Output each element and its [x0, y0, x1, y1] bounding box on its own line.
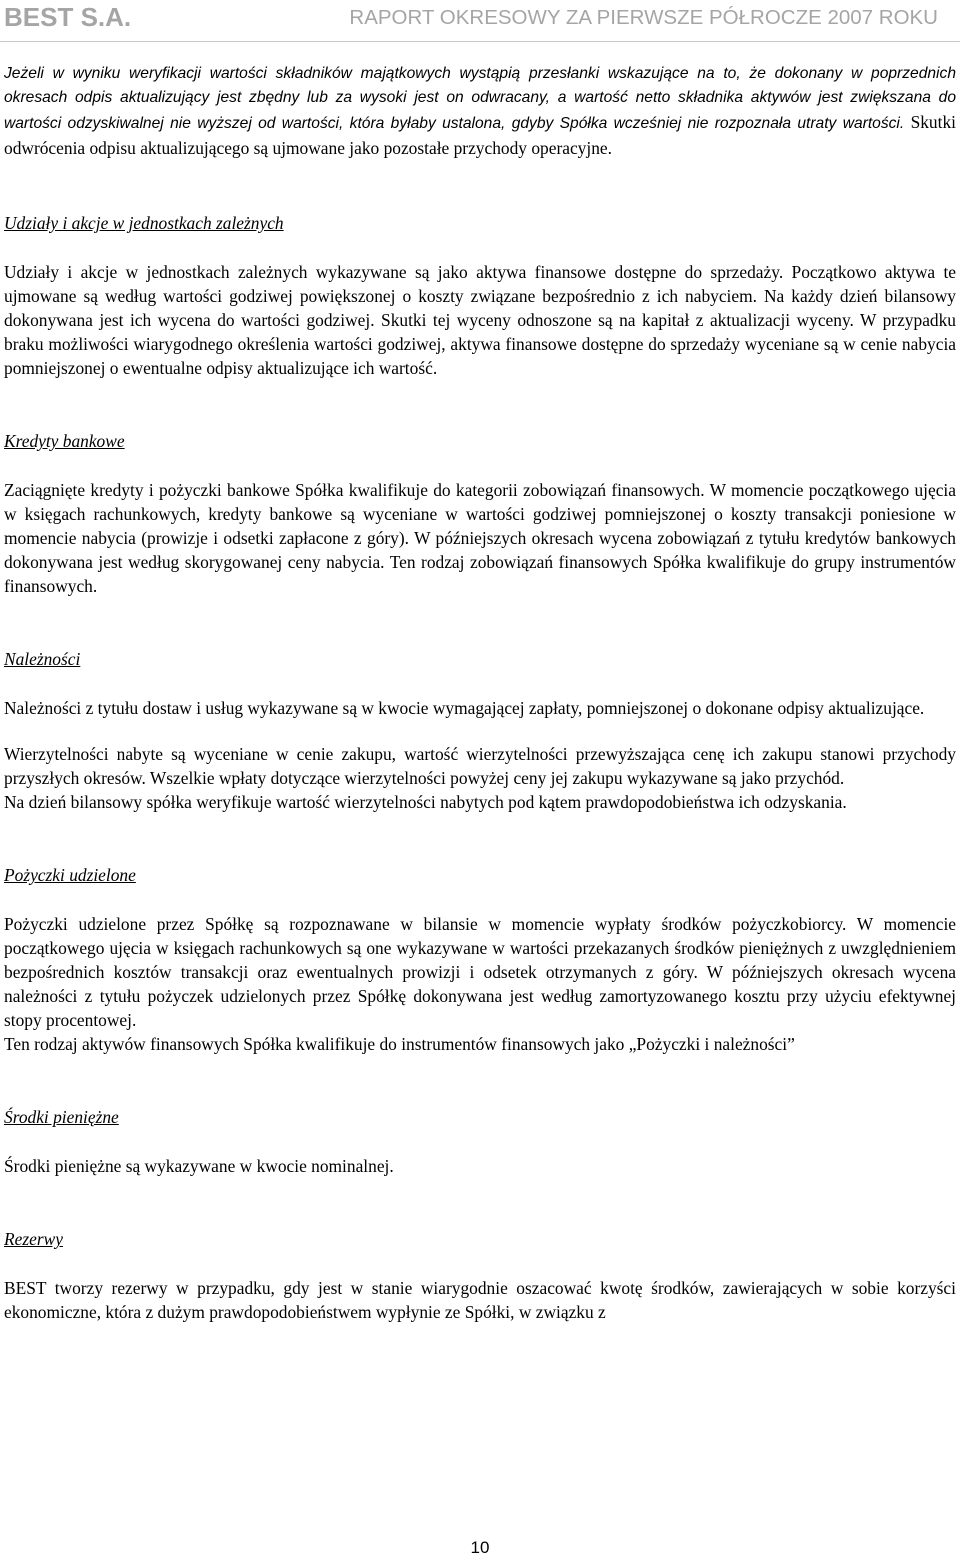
section-heading-naleznosci: Należności	[4, 649, 81, 669]
document-body	[4, 62, 956, 1324]
section-heading-pozyczki: Pożyczki udzielone	[4, 865, 136, 885]
section-paragraph: Zaciągnięte kredyty i pożyczki bankowe Spółka kwalifikuje do kategorii zobowiązań finansowych. W momencie początkowego ujęcia w księgach rachunkowych, kredyty bankowe są wyceniane w wartości godziwej pomniejszonej o koszty transakcji poniesione w momencie nabycia (prowizje i odsetki zapłacone z góry). W późniejszych okresach wycena zobowiązań z tytułu kredytów bankowych dokonywana jest według skorygowanej ceny nabycia. Ten rodzaj zobowiązań finansowych Spółka kwalifikuje do grupy instrumentów finansowych.	[4, 480, 956, 596]
section-paragraph: Udziały i akcje w jednostkach zależnych wykazywane są jako aktywa finansowe dostępne do sprzedaży. Początkowo aktywa te ujmowane są według wartości godziwej powiększonej o koszty związane bezpośrednio z ich nabyciem. Na każdy dzień bilansowy dokonywana jest ich wycena do wartości godziwej. Skutki tej wyceny odnoszone są na kapitał z aktualizacji wyceny. W przypadku braku możliwości wiarygodnego określenia wartości godziwej, aktywa finansowe dostępne do sprzedaży wyceniane są w cenie nabycia pomniejszonej o ewentualne odpisy aktualizujące ich wartość.	[4, 262, 956, 378]
intro-paragraph	[4, 62, 956, 162]
section-paragraph: Ten rodzaj aktywów finansowych Spółka kwalifikuje do instrumentów finansowych jako „Pożyczki i należności”	[4, 1034, 795, 1054]
page-header	[0, 0, 960, 40]
intro-text-tail: Skutki odwrócenia odpisu aktualizującego są ujmowane jako pozostałe przychody operacyjne.	[4, 112, 956, 158]
section-paragraph: Należności z tytułu dostaw i usług wykazywane są w kwocie wymagającej zapłaty, pomniejszonej o dokonane odpisy aktualizujące.	[4, 698, 925, 718]
report-title: RAPORT OKRESOWY ZA PIERWSZE PÓŁROCZE 2007 ROKU	[349, 6, 938, 29]
intro-text-main: Jeżeli w wyniku weryfikacji wartości składników majątkowych wystąpią przesłanki wskazujące na to, że dokonany w poprzednich okresach odpis aktualizujący jest zbędny lub za wysoki jest on odwracany, a wartość netto składnika aktywów jest zwiększana do wartości odzyskiwalnej nie wyższej od wartości, która byłaby ustalona, gdyby Spółka wcześniej nie rozpoznała utraty wartości.	[4, 65, 956, 132]
section-paragraph: Na dzień bilansowy spółka weryfikuje wartość wierzytelności nabytych pod kątem prawdopodobieństwa ich odzyskania.	[4, 792, 847, 812]
section-paragraph: Pożyczki udzielone przez Spółkę są rozpoznawane w bilansie w momencie wypłaty środków pożyczkobiorcy. W momencie początkowego ujęcia w księgach rachunkowych są one wykazywane w wartości przekazanych środków pieniężnych z uwzględnieniem bezpośrednich kosztów transakcji oraz ewentualnych prowizji i odsetek otrzymanych z góry. W późniejszych okresach wycena należności z tytułu pożyczek udzielonych przez Spółkę dokonywana jest według zamortyzowanego kosztu przy użyciu efektywnej stopy procentowej.	[4, 914, 956, 1030]
section-heading-srodki: Środki pieniężne	[4, 1107, 119, 1127]
section-paragraph: Środki pieniężne są wykazywane w kwocie nominalnej.	[4, 1156, 394, 1176]
section-heading-kredyty: Kredyty bankowe	[4, 431, 125, 451]
section-paragraph: BEST tworzy rezerwy w przypadku, gdy jest w stanie wiarygodnie oszacować kwotę środków, zawierających w sobie korzyści ekonomiczne, która z dużym prawdopodobieństwem wypłynie ze Spółki, w związku z	[4, 1278, 956, 1322]
page-number: 10	[470, 1538, 490, 1557]
section-heading-rezerwy: Rezerwy	[4, 1229, 63, 1249]
company-name: BEST S.A.	[4, 2, 132, 32]
section-paragraph: Wierzytelności nabyte są wyceniane w cenie zakupu, wartość wierzytelności przewyższająca cenę ich zakupu stanowi przychody przyszłych okresów. Wszelkie wpłaty dotyczące wierzytelności powyżej ceny jej zakupu wykazywane są jako przychód.	[4, 744, 956, 788]
section-heading-udzialy: Udziały i akcje w jednostkach zależnych	[4, 213, 284, 233]
header-divider	[0, 41, 960, 42]
